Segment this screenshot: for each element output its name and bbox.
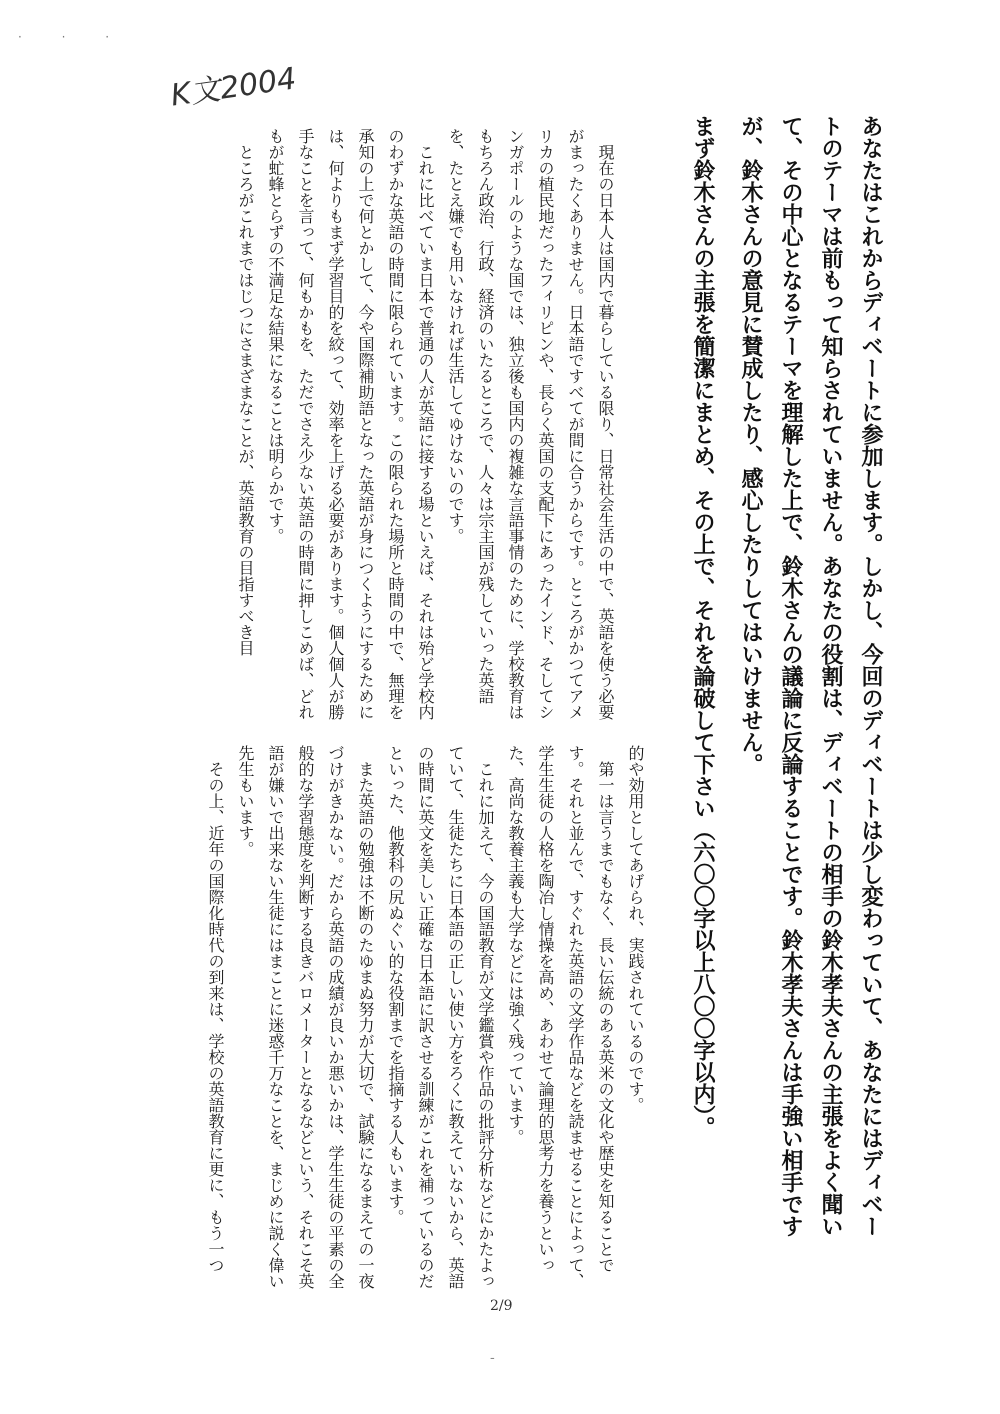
essay-paragraph: 第一は言うまでもなく、長い伝統のある英米の文化や歴史を知ることです。それと並んで、すぐれた英語の文学作品などを読ませることによって、学生生徒の人格を陶冶し情操を高め、あわせて論理的思考力を養うといった、高尚な教養主義も大学などには強く残っています。: [506, 745, 615, 1289]
instructions-block: [690, 115, 890, 1245]
essay-paragraph: ところがこれまではじつにさまざまなことが、英語教育の目指すべき目: [236, 144, 255, 656]
essay-paragraph: 現在の日本人は国内で暮らしている限り、日常社会生活の中で、英語を使う必要がまったくありません。日本語ですべてが間に合うからです。ところがかつてアメリカの植民地だったフィリピンや、長らく英国の支配下にあったインド、そしてシンガポールのような国では、独立後も国内の複雑な言語事情のために、学校教育はもちろん政治、行政、経済のいたるところで、人々は宗主国が残していった英語を、たとえ嫌でも用いなければ生活してゆけないのです。: [446, 128, 615, 720]
essay-paragraph: 的や効用としてあげられ、実践されているのです。: [626, 745, 645, 1113]
essay-paragraph: また英語の勉強は不断のたゆまぬ努力が大切で、試験になるまえての一夜づけがきかない。だから英語の成績が良いか悪いかは、学生生徒の平素の全般的な学習態度を判断する良きバロメーターとなるなどという、それこそ英語が嫌いで出来ない生徒にはまことに迷惑千万なことを、まじめに説く偉い先生もいます。: [236, 745, 375, 1289]
essay-paragraph: これに比べていま日本で普通の人が英語に接する場といえば、それは殆ど学校内のわずかな英語の時間に限られています。この限られた場所と時間の中で、無理を承知の上で何とかして、今や国際補助語となった英語が身につくようにするためには、何よりもまず学習目的を絞って、効率を上げる必要があります。個人個人が勝手なことを言って、何もかもを、ただでさえ少ない英語の時間に押しこめば、どれもが虻蜂とらずの不満足な結果になることは明らかです。: [266, 128, 435, 720]
handwritten-note: K文2004: [168, 61, 299, 114]
bottom-mark: -: [490, 1350, 495, 1366]
essay-paragraph: これに加えて、今の国語教育が文学鑑賞や作品の批評分析などにかたよっていて、生徒たちに日本語の正しい使い方をろくに教えていないから、英語の時間に英文を美しい正確な日本語に訳させる訓練がこれを補っているのだといった、他教科の尻ぬぐい的な役割までを指摘する人もいます。: [386, 745, 495, 1289]
instructions-paragraph: あなたはこれからディベートに参加します。しかし、今回のディベートは少し変わっていて、あなたにはディベートのテーマは前もって知らされていません。あなたの役割は、ディベートの相手の鈴木孝夫さんの主張をよく聞いて、その中心となるテーマを理解した上で、鈴木さんの議論に反論することです。鈴木孝夫さんは手強い相手ですが、鈴木さんの意見に賛成したり、感心したりしてはいけません。: [738, 115, 883, 1237]
instructions-task: まず鈴木さんの主張を簡潔にまとめ、その上で、それを論破して下さい（六〇〇字以上八〇〇字以内）。: [690, 115, 715, 1138]
page-number: 2/9: [490, 1298, 513, 1314]
corner-marks: · · ·: [18, 30, 128, 44]
essay-paragraph: その上、近年の国際化時代の到来は、学校の英語教育に更に、もう一つ: [206, 761, 225, 1273]
essay-bottom-section: [206, 745, 650, 1300]
essay-top-section: [100, 128, 620, 728]
